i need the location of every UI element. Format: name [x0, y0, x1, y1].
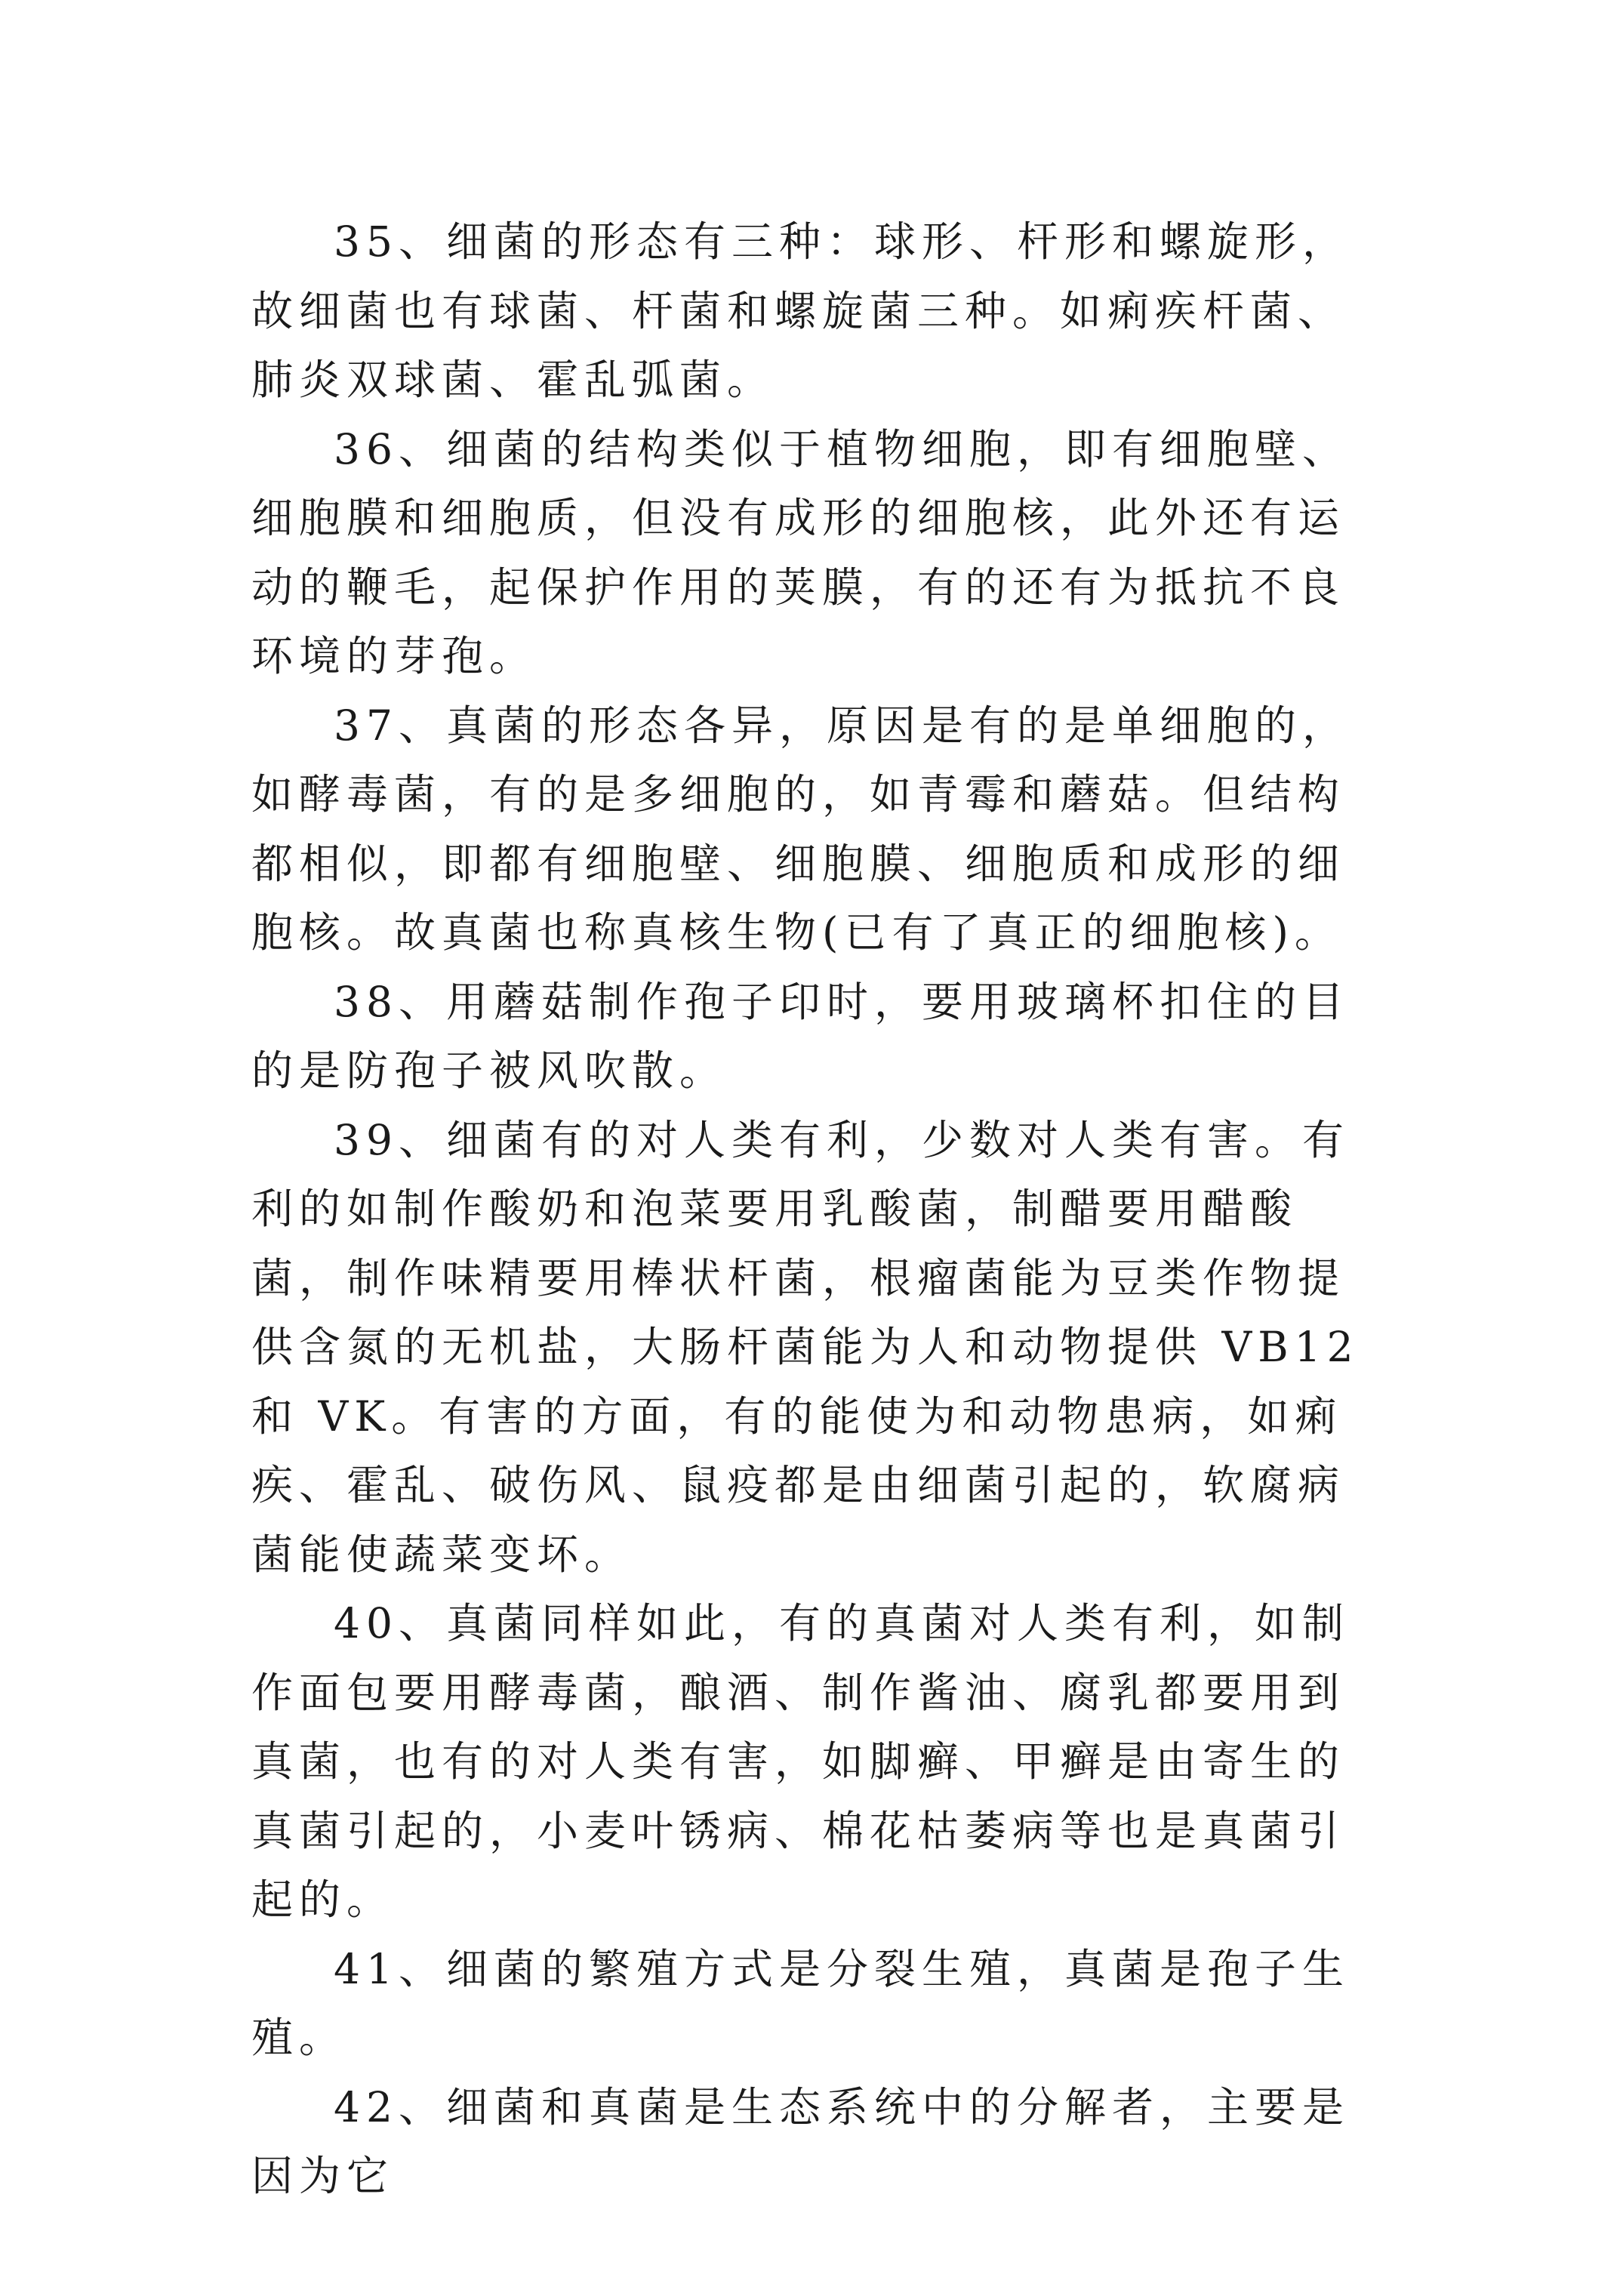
paragraph-37: 37、真菌的形态各异，原因是有的是单细胞的，如酵毒菌，有的是多细胞的，如青霉和蘑菇。但结构都相似，即都有细胞壁、细胞膜、细胞质和成形的细胞核。故真菌也称真核生物(已有了真正的细胞核)。 — [251, 701, 1350, 957]
paragraph-40: 40、真菌同样如此，有的真菌对人类有利，如制作面包要用酵毒菌，酿酒、制作酱油、腐乳都要用到真菌，也有的对人类有害，如脚癣、甲癣是由寄生的真菌引起的，小麦叶锈病、棉花枯萎病等也是真菌引起的。 — [251, 1599, 1350, 1924]
paragraph-39: 39、细菌有的对人类有利，少数对人类有害。有利的如制作酸奶和泡菜要用乳酸菌，制醋要用醋酸菌，制作味精要用棒状杆菌，根瘤菌能为豆类作物提供含氮的无机盐，大肠杆菌能为人和动物提供 VB12 和 VK。有害的方面，有的能使为和动物患病，如痢疾、霍乱、破伤风、鼠疫都是由细菌引起的，软腐病菌能使蔬菜变坏。 — [251, 1115, 1360, 1579]
paragraph-38: 38、用蘑菇制作孢子印时，要用玻璃杯扣住的目的是防孢子被风吹散。 — [251, 977, 1350, 1095]
paragraph-36: 36、细菌的结构类似于植物细胞，即有细胞壁、细胞膜和细胞质，但没有成形的细胞核，此外还有运动的鞭毛，起保护作用的荚膜，有的还有为抵抗不良环境的芽孢。 — [251, 424, 1350, 680]
paragraph-42: 42、细菌和真菌是生态系统中的分解者，主要是因为它 — [251, 2082, 1350, 2200]
document-body — [251, 208, 1384, 2211]
paragraph-35: 35、细菌的形态有三种：球形、杆形和螺旋形，故细菌也有球菌、杆菌和螺旋菌三种。如痢疾杆菌、肺炎双球菌、霍乱弧菌。 — [251, 217, 1350, 404]
paragraph-41: 41、细菌的繁殖方式是分裂生殖，真菌是孢子生殖。 — [251, 1944, 1350, 2062]
